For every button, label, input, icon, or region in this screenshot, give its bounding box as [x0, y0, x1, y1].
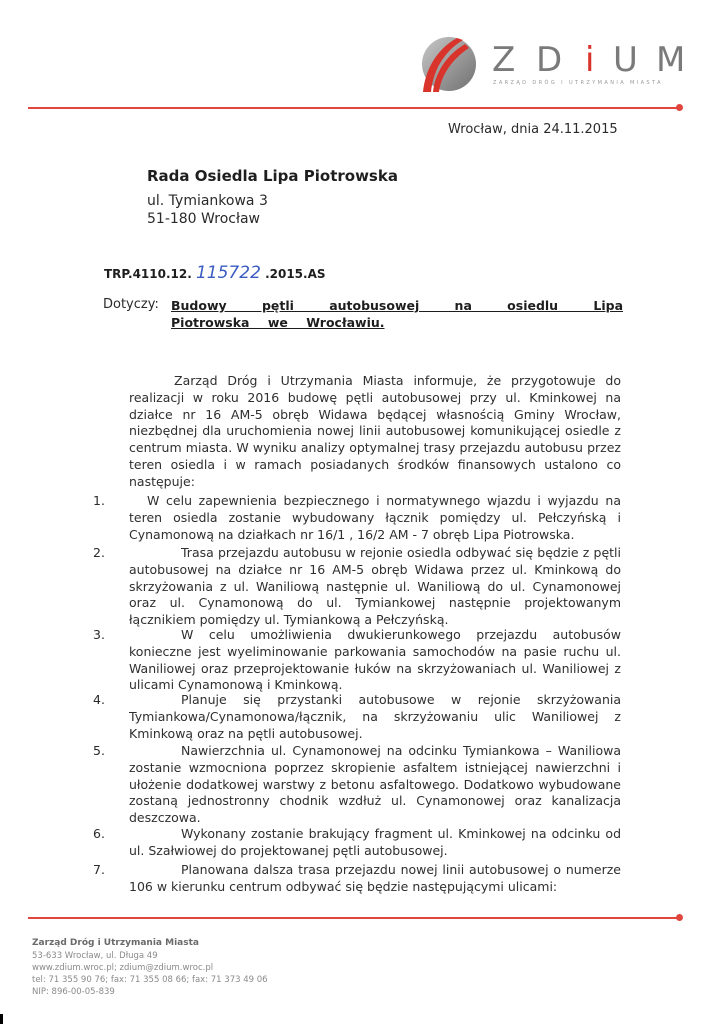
reference-number [104, 263, 326, 283]
scan-edge-mark [0, 1014, 3, 1024]
list-item: Nawierzchnia ul. Cynamonowej na odcinku Tymiankowa – Waniliowa zostanie wzmocniona poprzez skropienie asfaltem istniejącej nawierzchni i ułożenie dodatkowej warstwy z betonu asfaltowego. Dodatkowo wybudowane zostaną jednostronny chodnik wzdłuż ul. Cynamonowej oraz kanalizacja deszczowa. [129, 743, 621, 826]
footer-address: 53-633 Wrocław, ul. Długa 49 [32, 951, 158, 961]
subject-text: Budowy pętli autobusowej na osiedlu Lipa Piotrowska we Wrocławiu. [171, 298, 623, 330]
logo-letter: U [613, 40, 638, 80]
footer-org-name: Zarząd Dróg i Utrzymania Miasta [32, 938, 199, 948]
reference-prefix: TRP.4110.12. [104, 267, 192, 281]
logo-letter: D [536, 40, 563, 80]
list-item: W celu umożliwienia dwukierunkowego przejazdu autobusów konieczne jest wyeliminowanie parkowania samochodów na pasie ruchu ul. Waniliowej oraz przeprojektowanie łuków na skrzyżowaniach ul. Waniliowej z ulicami Cynamonową i Kminkową. [129, 627, 621, 693]
item-number: 1. [93, 493, 105, 508]
logo-letter: M [656, 40, 686, 80]
list-item: Planowana dalsza trasa przejazdu nowej linii autobusowej o numerze 106 w kierunku centrum odbywać się będzie następującymi ulicami: [129, 862, 621, 894]
zdium-logo-icon [417, 34, 477, 94]
recipient-name: Rada Osiedla Lipa Piotrowska [147, 167, 398, 185]
item-number: 3. [93, 627, 105, 642]
logo-letter: Z [492, 40, 516, 80]
footer-rule [28, 917, 678, 919]
item-number: 5. [93, 743, 105, 758]
item-number: 4. [93, 692, 105, 707]
date-line: Wrocław, dnia 24.11.2015 [448, 122, 618, 137]
item-number: 2. [93, 545, 105, 560]
recipient-street: ul. Tymiankowa 3 [147, 193, 268, 209]
footer-phones: tel: 71 355 90 76; fax: 71 355 08 66; fax: 71 373 49 06 [32, 975, 268, 985]
list-item: Trasa przejazdu autobusu w rejonie osiedla odbywać się będzie z pętli autobusowej na działce nr 16 AM-5 obręb Widawa przez ul. Kminkową do skrzyżowania z ul. Waniliową następnie ul. Waniliową do ul. Cynamonowej oraz ul. Cynamonową do ul. Tymiankowej następnie projektowanym łącznikiem pomiędzy ul. Tymiankową a Pełczyńską. [129, 545, 621, 628]
logo-wordmark [492, 40, 692, 80]
logo-tagline: ZARZĄD DRÓG I UTRZYMANIA MIASTA [493, 80, 663, 86]
footer-rule-dot [676, 914, 683, 921]
list-item: Wykonany zostanie brakujący fragment ul. Kminkowej na odcinku od ul. Szałwiowej do projektowanej pętli autobusowej. [129, 826, 621, 858]
footer-web-email: www.zdium.wroc.pl; zdium@zdium.wroc.pl [32, 963, 214, 973]
recipient-city: 51-180 Wrocław [147, 211, 260, 227]
header-rule-dot [676, 104, 683, 111]
list-item: Planuje się przystanki autobusowe w rejonie skrzyżowania Tymiankowa/Cynamonowa/łącznik, na skrzyżowaniu ulic Waniliowej z Kminkową oraz na pętli autobusowej. [129, 692, 621, 741]
item-number: 7. [93, 862, 105, 877]
header-rule [28, 107, 678, 109]
list-item: W celu zapewnienia bezpiecznego i normatywnego wjazdu i wyjazdu na teren osiedla zostanie wybudowany łącznik pomiędzy ul. Pełczyńską i Cynamonową na działkach nr 16/1 , 16/2 AM - 7 obręb Lipa Piotrowska. [129, 493, 621, 542]
item-number: 6. [93, 826, 105, 841]
reference-suffix: .2015.AS [265, 267, 326, 281]
reference-handwritten: 115722 [195, 263, 261, 283]
logo-letter: i [585, 40, 595, 80]
intro-paragraph: Zarząd Dróg i Utrzymania Miasta informuje, że przygotowuje do realizacji w roku 2016 budowę pętli autobusowej przy ul. Kminkowej na działce nr 16 AM-5 obręb Widawa będącej własnością Gminy Wrocław, niezbędnej dla uruchomienia nowej linii autobusowej komunikującej osiedle z centrum miasta. W wyniku analizy optymalnej trasy przejazdu autobusu przez teren osiedla i w ramach posiadanych środków finansowych ustalono co następuje: [129, 373, 621, 489]
subject-label: Dotyczy: [103, 297, 159, 312]
footer-nip: NIP: 896-00-05-839 [32, 987, 115, 997]
